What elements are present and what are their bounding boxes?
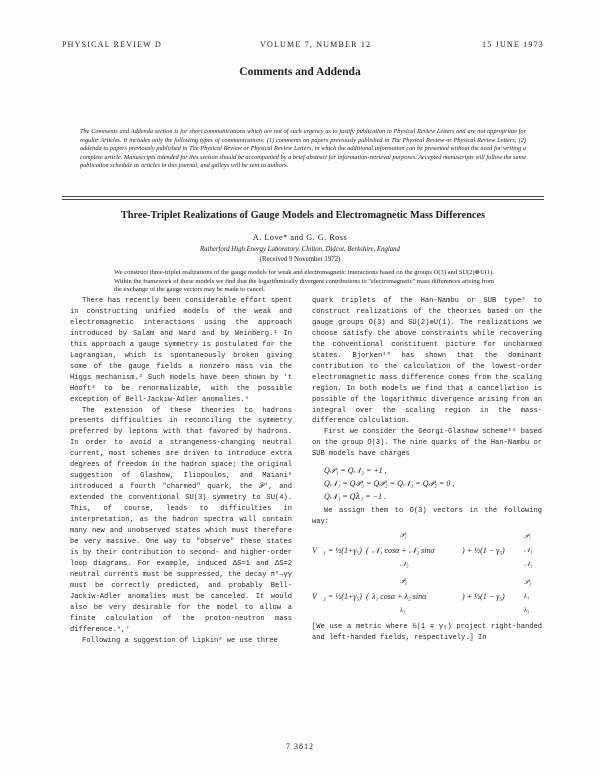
body-paragraph: quark triplets of the Han-Nambu or SUB type⁹ to construct realizations of the theories based on the gauge groups O(3) and SU(2)⊗U(1). The realizations we choose satisfy the above constraints while recovering the conventional constituent picture for uncharmed states. Bjorken¹⁰ has shown that the dominant contribution to the calculation of the lowest-order electromagnetic mass difference comes from the scaling region. In both models we find that a cancellation is possible of the logarithmic divergence arising from an integral over the scaling region in the mass-difference calculation. bbox=[312, 297, 542, 426]
issue-date: 15 JUNE 1973 bbox=[482, 40, 544, 49]
body-column-right bbox=[312, 296, 542, 644]
body-paragraph: There has recently been considerable effort spent in constructing unified models of the weak and electromagnetic interactions using the approach introduced by Salam and Ward and by Weinberg.¹ In this approach a gauge symmetry is postulated for the Lagrangian, which is spontaneously broken giving some of the gauge fields a nonzero mass via the Higgs mechanism.² Such models have been shown by 't Hooft³ to be renormalizable, with the possible exception of Bell-Jackiw-Adler anomalies.⁴ bbox=[70, 297, 292, 404]
article-title: Three-Triplet Realizations of Gauge Models and Electromagnetic Mass Differences bbox=[120, 210, 486, 221]
divider-rule bbox=[62, 199, 544, 200]
vector-assignment-equation: V⃗₂ = ½(1+γ₅) ( 𝒫₂ λ₁ cosα + λ₂ sinα λ₃ ) + ½(1 − γ₅) 𝒫₂ λ₁ λ₃ bbox=[312, 578, 531, 615]
body-column-left bbox=[70, 296, 292, 647]
divider-rule bbox=[62, 196, 544, 197]
running-head bbox=[62, 40, 544, 52]
article-authors: A. Love* and G. G. Ross bbox=[252, 233, 348, 242]
author-affiliation: Rutherford High Energy Laboratory, Chilton, Didcot, Berkshire, England bbox=[200, 246, 400, 253]
page-number: 7 3812 bbox=[286, 742, 314, 751]
journal-name: PHYSICAL REVIEW D bbox=[62, 40, 162, 49]
equation-line: Q𝒫₁ = Q𝒩₂ = +1 , bbox=[324, 466, 387, 476]
charge-equations bbox=[324, 464, 542, 503]
body-paragraph: Following a suggestion of Lipkin⁸ we use three bbox=[82, 636, 278, 645]
received-date: (Received 9 November 1972) bbox=[259, 256, 341, 263]
equation-line: Q𝒩₃ = Q𝜆₁ = −1 . bbox=[324, 492, 387, 502]
body-paragraph: [We use a metric where ½(1 ∓ γ₅) project right-handed and left-handed fields, respectively.] In bbox=[312, 623, 542, 643]
editorial-note: The Comments and Addenda section is for short communications which are not of such urgency as to justify publication in Physical Review Letters and are not appropriate for regular Articles. It includes only the following types of communications: (1) comments on papers previously published in The Physical Review or Physical Review Letters; (2) addenda to papers previously published in The Physical Review or Physical Review Letters, in which the additional information can be presented without the need for writing a complete article. Manuscripts intended for this section should be accompanied by a brief abstract for information-retrieval purposes. Accepted manuscripts will follow the same publication schedule as articles in this journal, and galleys will be sent to authors. bbox=[80, 128, 526, 169]
volume-number: VOLUME 7, NUMBER 12 bbox=[260, 40, 372, 49]
body-paragraph: First we consider the Georgi-Glashow scheme¹¹ based on the group O(3). The nine quarks of the Han-Nambu or SUB models have charges bbox=[312, 428, 542, 459]
body-paragraph: We assign them to O(3) vectors in the following way: bbox=[312, 507, 542, 527]
section-title: Comments and Addenda bbox=[239, 66, 361, 78]
equation-line: Q𝒩₁ = Q𝒫₃ = Q𝒫₂ = Q𝒩₃ = Q𝒫₂ = 0 , bbox=[324, 479, 455, 489]
vector-assignment-equation: V⃗₁ = ½(1+γ₅) ( 𝒫₁ 𝒩₁ cosα + 𝒩₂ sinα 𝒩₃ ) + ½(1 − γ₅) 𝒫₁ 𝒩₁ 𝒩₃ bbox=[312, 532, 533, 569]
article-abstract: We construct three-triplet realizations of the gauge models for weak and electromagnetic interactions based on the groups O(3) and SU(2)⊗U(1). Within the framework of these models we find that the logarithmically divergent contributions to "electromagnetic" mass differences arising from the exchange of the gauge vectors may be made to cancel. bbox=[114, 269, 494, 294]
body-paragraph: The extension of these theories to hadrons presents difficulties in reconciling the symmetry preferred by leptons with that favored by hadrons. In order to avoid a strangeness-changing neutral current, most schemes are driven to introduce extra degrees of freedom in the hadron space; the original suggestion of Glashow, Iliopoulos, and Maiani⁵ introduced a fourth "charmed" quark, the 𝒫′, and extended the conventional SU(3) symmetry to SU(4). This, of course, leads to difficulties in interpretation, as the hadron spectra will contain many new and unobserved states which must therefore be very massive. One way to "observe" these states is by their contribution to second- and higher-order loop diagrams. For example, induced ΔS=1 and ΔS=2 neutral currents must be suppressed, the decay π⁰→γγ must be correctly predicted, and probably Bell-Jackiw-Adler anomalies must be canceled. It would also be very desirable for the model to allow a finite calculation of the proton-neutron mass difference.⁶,⁷ bbox=[70, 406, 292, 634]
